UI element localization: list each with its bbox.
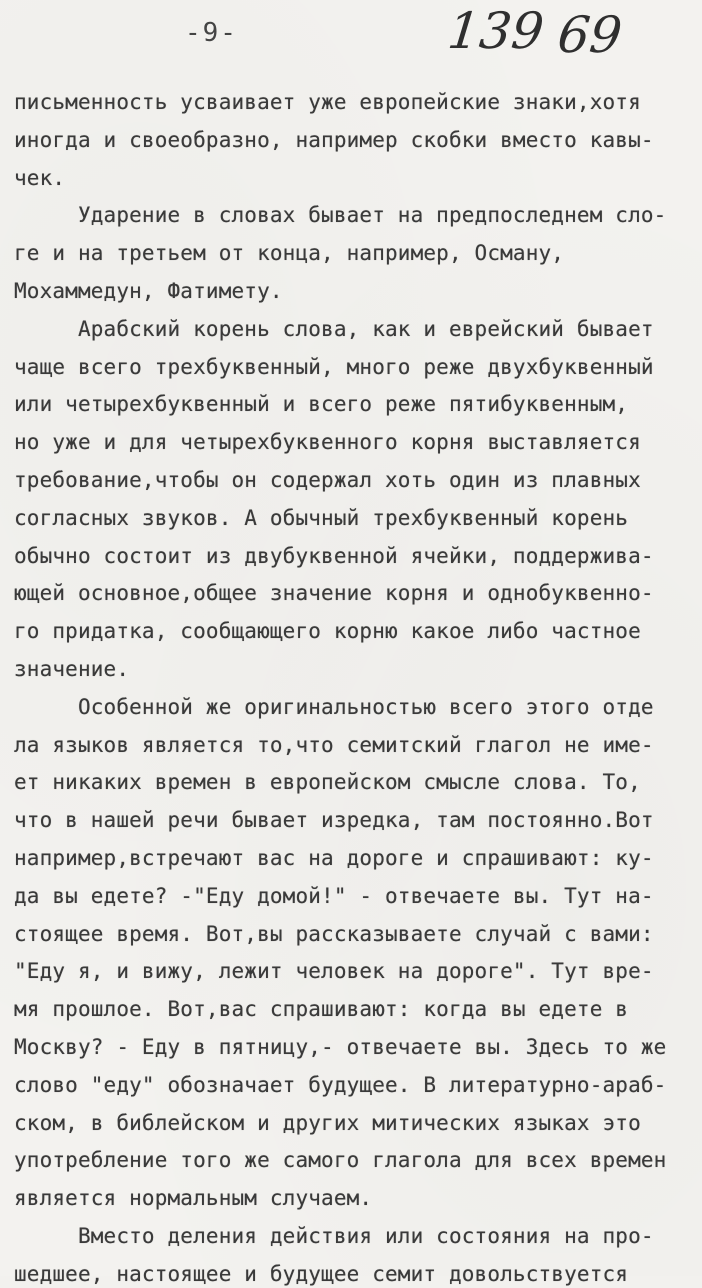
- text-line: мя прошлое. Вот,вас спрашивают: когда вы едете в: [14, 997, 629, 1022]
- text-line: ющей основное,общее значение корня и однобуквенно-: [14, 581, 654, 606]
- text-line: что в нашей речи бывает изредка, там постоянно.Вот: [14, 808, 654, 833]
- text-line: иногда и своеобразно, например скобки вместо кавы-: [14, 127, 654, 152]
- text-line: Москву? - Еду в пятницу,- отвечаете вы. Здесь то же: [14, 1035, 667, 1059]
- text-line: Особенной же оригинальностью всего этого отде: [14, 694, 654, 719]
- text-line: ет никаких времен в европейском смысле слова. То,: [14, 770, 641, 795]
- text-line: ском, в библейском и других митических языках это: [14, 1110, 641, 1135]
- text-line: Ударение в словах бывает на предпоследнем сло-: [14, 203, 667, 228]
- text-line: слово "еду" обозначает будущее. В литературно-араб-: [14, 1072, 667, 1097]
- handwritten-folio-number: 69: [554, 6, 625, 64]
- text-line: "Еду я, и вижу, лежит человек на дороге". Тут вре-: [14, 959, 654, 984]
- text-line: шедшее, настоящее и будущее семит довольствуется: [14, 1261, 629, 1286]
- text-line: требование,чтобы он содержал хоть один из плавных: [14, 468, 641, 492]
- text-line: согласных звуков. А обычный трехбуквенный корень: [14, 505, 629, 530]
- text-line: чек.: [14, 165, 66, 190]
- text-line: го придатка, сообщающего корню какое либо частное: [14, 619, 641, 644]
- text-line: Мохаммедун, Фатимету.: [14, 279, 283, 303]
- text-line: Вместо деления действия или состояния на про-: [14, 1224, 654, 1248]
- text-line: да вы едете? -"Еду домой!" - отвечаете вы. Тут на-: [14, 883, 654, 908]
- text-line: Арабский корень слова, как и еврейский бывает: [14, 316, 654, 341]
- text-line: ла языков является то,что семитский глагол не име-: [14, 732, 654, 757]
- text-line: стоящее время. Вот,вы рассказываете случай с вами:: [14, 921, 654, 946]
- text-line: является нормальным случаем.: [14, 1186, 373, 1211]
- text-line: письменность усваивает уже европейские знаки,хотя: [14, 90, 641, 114]
- text-line: употребление того же самого глагола для всех времен: [14, 1148, 667, 1173]
- text-line: но уже и для четырехбуквенного корня выставляется: [14, 430, 641, 455]
- text-line: значение.: [14, 657, 130, 681]
- text-line: например,встречают вас на дороге и спрашивают: ку-: [14, 846, 654, 870]
- text-line: чаще всего трехбуквенный, много реже двухбуквенный: [14, 354, 654, 379]
- text-line: или четырехбуквенный и всего реже пятибуквенным,: [14, 392, 629, 417]
- text-line: обычно состоит из двубуквенной ячейки, поддержива-: [14, 543, 654, 568]
- text-line: ге и на третьем от конца, например, Осману,: [14, 241, 565, 266]
- handwritten-archive-number: 139: [444, 2, 547, 60]
- page-number: -9-: [185, 18, 238, 48]
